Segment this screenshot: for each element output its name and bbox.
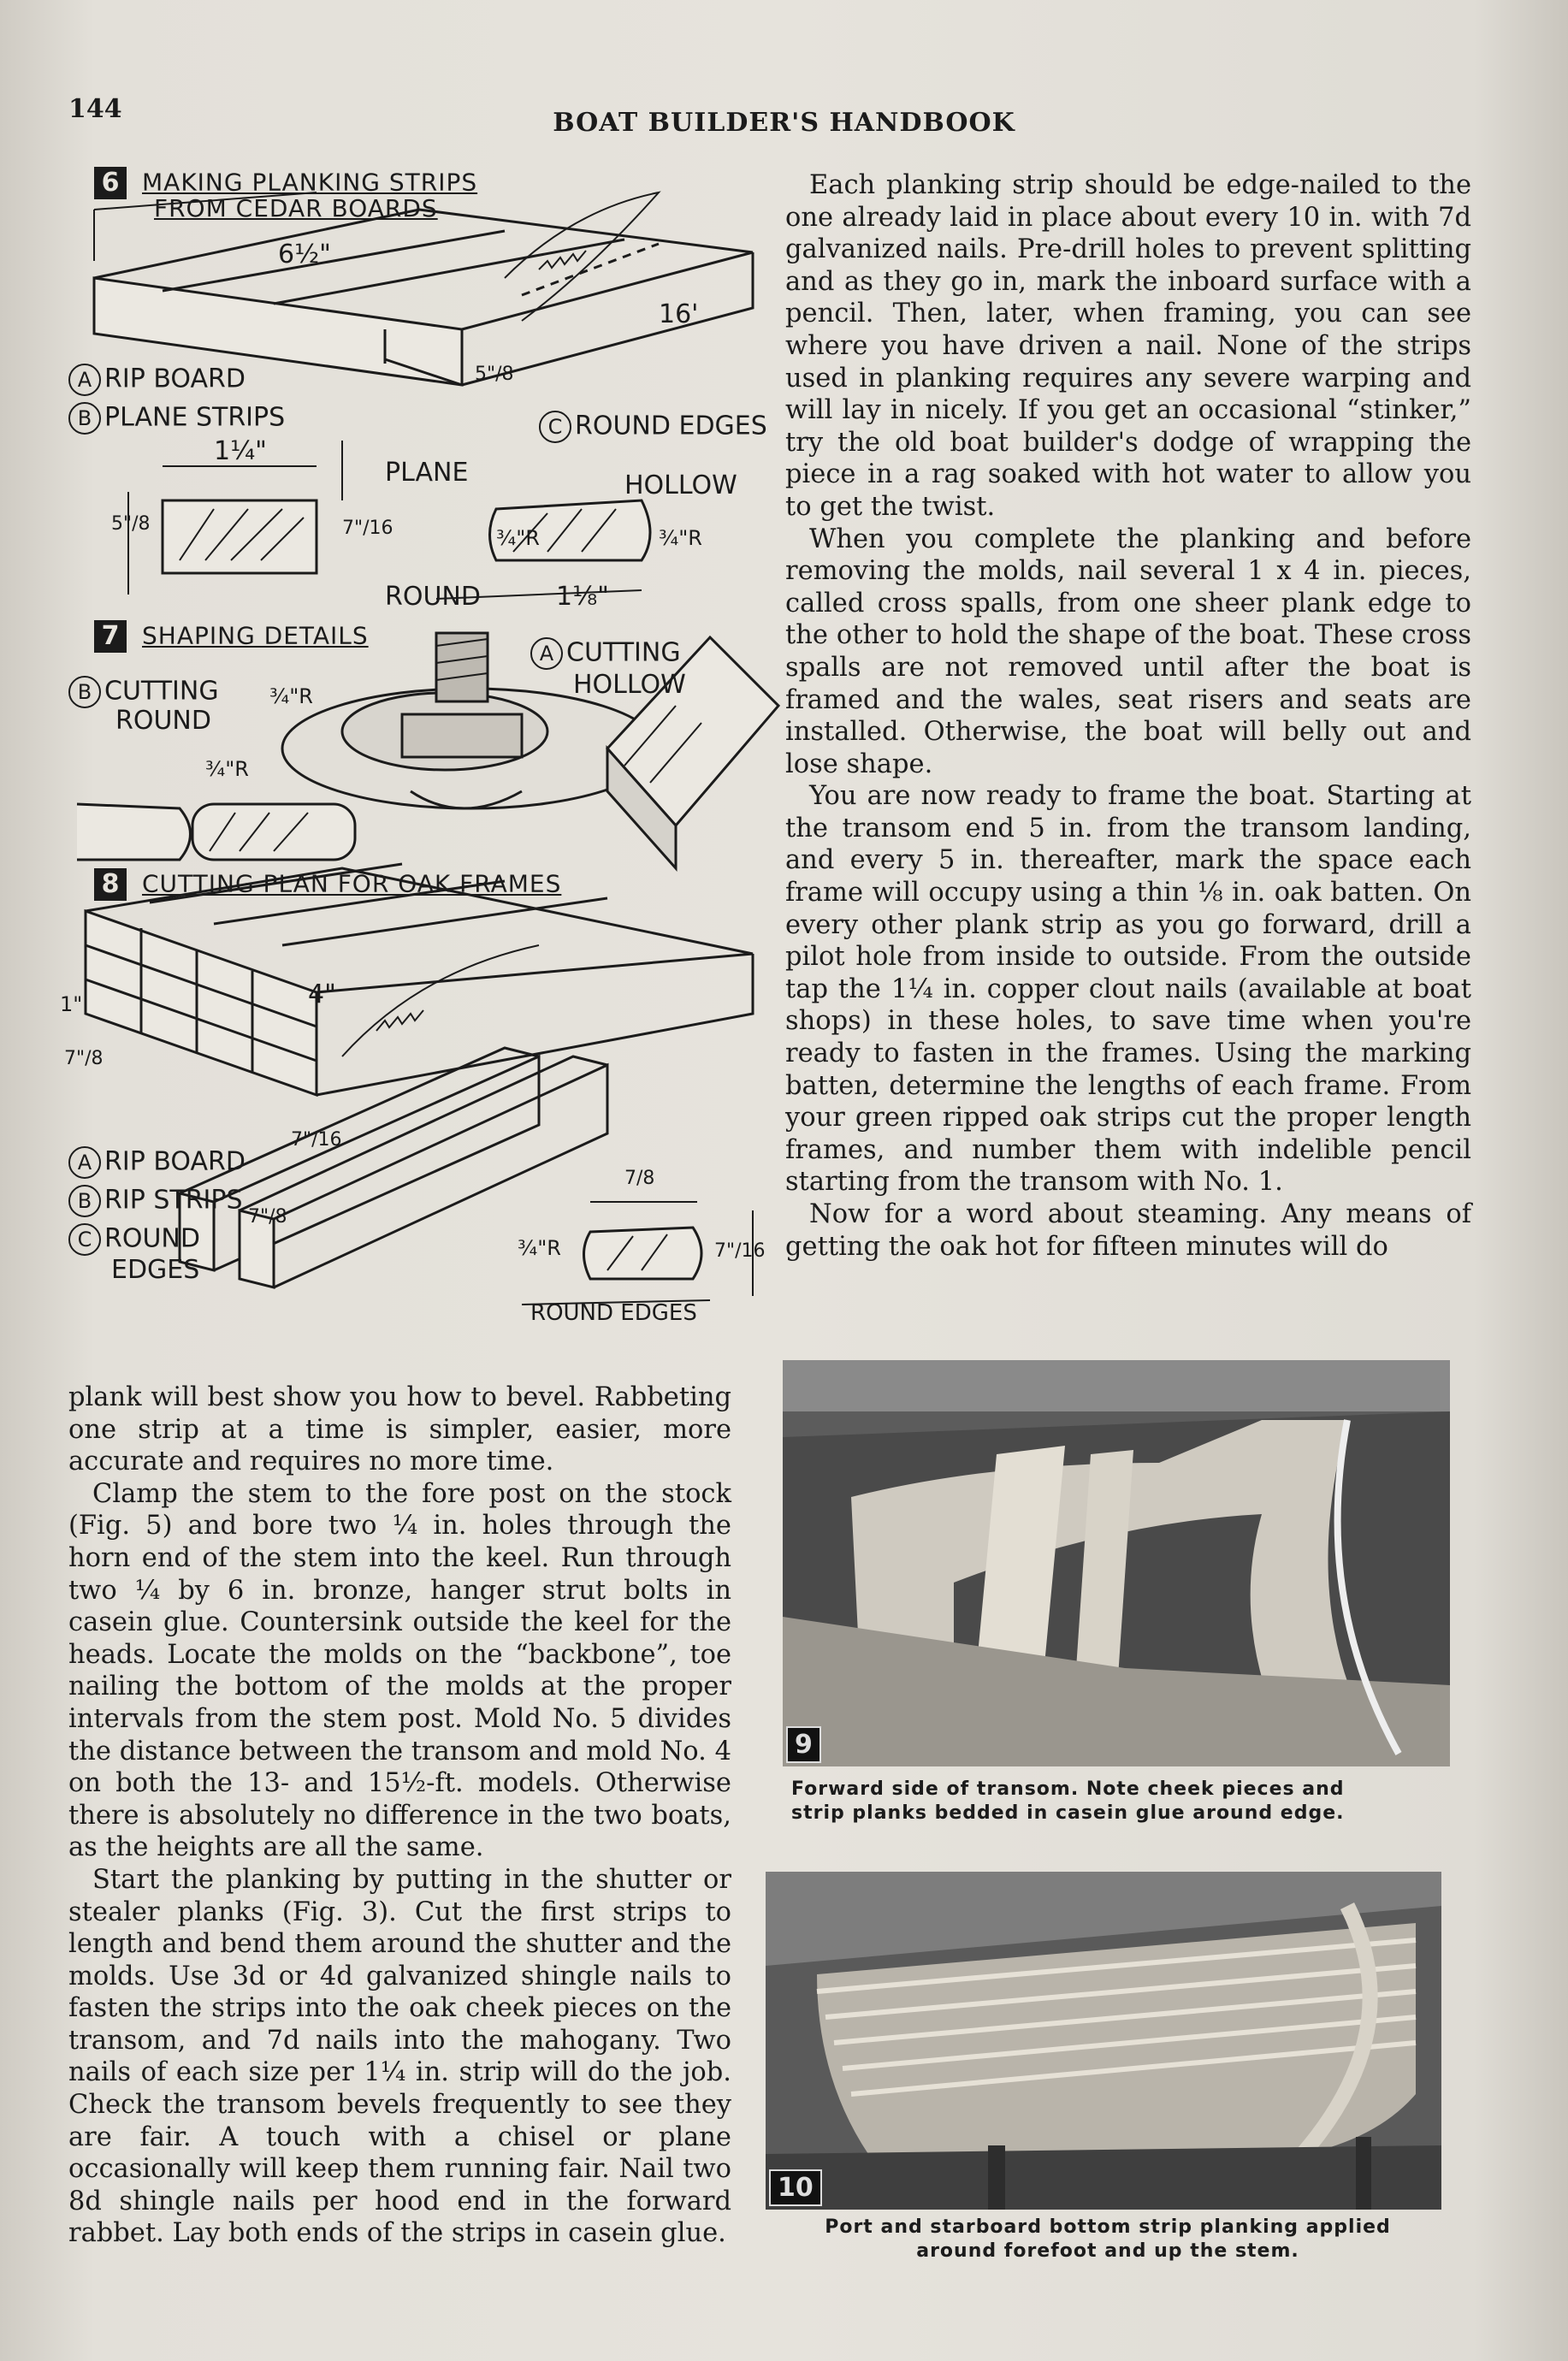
- fig7-label-a2: HOLLOW: [573, 670, 686, 700]
- fig8-dim-1: 1": [60, 992, 83, 1016]
- fig6-radius-b: ¾"R: [659, 526, 702, 550]
- photo-10: [766, 1872, 1441, 2210]
- fig6-step-a: A RIP BOARD: [68, 364, 246, 396]
- paragraph: Now for a word about steaming. Any means of getting the oak hot for fifteen minutes will do: [785, 1199, 1471, 1262]
- paragraph: You are now ready to frame the boat. Starting at the transom end 5 in. from the transom landing, and every 5 in. thereafter, mark the space each frame will occupy using a thin ⅛ in. oak batten. On every other plank strip as you go forward, drill a pilot hole from inside to outside. From the outside tap the 1¼ in. copper clout nails (available at boat shops) in these holes, to save time when you're ready to fasten in the frames. Using the marking batten, determine the lengths of each frame. From your green ripped oak strips cut the proper length frames, and number them with indelible pencil starting from the transom with No. 1.: [785, 781, 1471, 1198]
- fig8-dim-7-8b: 7"/8: [248, 1206, 287, 1228]
- fig6-number: 6: [94, 167, 127, 199]
- fig8-dim-7-8c: 7/8: [624, 1168, 655, 1189]
- fig6-title-line2: FROM CEDAR BOARDS: [154, 194, 438, 222]
- fig8-dim-7-16b: 7"/16: [714, 1240, 766, 1262]
- paragraph: Clamp the stem to the fore post on the stock (Fig. 5) and bore two ¼ in. holes through the horn end of the stem into the keel. Run through two ¼ by 6 in. bronze, hanger strut bolts in casein glue. Countersink outside the keel for the heads. Locate the molds on the “backbone”, toe nailing the bottom of the molds at the proper intervals from the stem post. Mold No. 5 divides the distance between the transom and mold No. 4 on both the 13- and 15½-ft. models. Otherwise there is absolutely no difference in the two boats, as the heights are all the same.: [68, 1478, 731, 1863]
- fig8-dim-7-16: 7"/16: [291, 1129, 342, 1151]
- fig6-dim-width: 6½": [278, 240, 331, 269]
- photo-10-caption: Port and starboard bottom strip planking applied around forefoot and up the stem.: [825, 2216, 1391, 2262]
- photo-10-image: [766, 1872, 1441, 2210]
- figures-drawing: [60, 158, 796, 1339]
- fig8-title: 8 CUTTING PLAN FOR OAK FRAMES: [94, 868, 561, 901]
- left-column-text: [68, 1382, 731, 2250]
- fig6-dim-length: 16': [659, 299, 699, 329]
- fig7-radius: ¾"R: [269, 684, 313, 708]
- fig6-dim-round-width: 1⅛": [556, 582, 609, 612]
- fig8-number: 8: [94, 868, 127, 901]
- photo-10-number: 10: [769, 2169, 822, 2206]
- paragraph: plank will best show you how to bevel. Rabbeting one strip at a time is simpler, easier, more accurate and requires no more time.: [68, 1382, 731, 1477]
- fig6-label-hollow: HOLLOW: [624, 470, 737, 500]
- photo-9-image: [783, 1360, 1450, 1766]
- fig6-dim-strip: 1¼": [214, 436, 267, 466]
- paragraph: Each planking strip should be edge-nailed to the one already laid in place about every 10 in. with 7d galvanized nails. Pre-drill holes to prevent splitting and as they go in, mark the inboard surface with a pencil. Then, later, when framing, you can see where you have driven a nail. None of the strips used in planking requires any severe warping and will lay in nicely. If you get an occasional “stinker,” try the old boat builder's dodge of wrapping the piece in a rag soaked with hot water to allow you to get the twist.: [785, 170, 1471, 522]
- running-head: BOAT BUILDER'S HANDBOOK: [553, 108, 1015, 138]
- fig7-label-b: B CUTTING: [68, 676, 219, 708]
- photo-9-caption: Forward side of transom. Note cheek pieces and strip planks bedded in casein glue around edge.: [791, 1778, 1345, 1824]
- fig6-step-b: B PLANE STRIPS: [68, 402, 285, 435]
- fig8-dim-4: 4": [308, 979, 336, 1009]
- fig7-label-a: A CUTTING: [530, 637, 681, 670]
- fig6-step-c: C ROUND EDGES: [539, 411, 767, 443]
- fig6-radius-a: ¾"R: [496, 526, 540, 550]
- fig8-label-round-edges: ROUND EDGES: [530, 1300, 697, 1326]
- fig6-label-round: ROUND: [385, 582, 481, 612]
- paragraph: When you complete the planking and before removing the molds, nail several 1 x 4 in. pieces, called cross spalls, from one sheer plank edge to the other to hold the shape of the boat. These cross spalls are not removed until after the boat is framed and the wales, seat risers and seats are installed. Otherwise, the boat will belly out and lose shape.: [785, 524, 1471, 779]
- fig8-step-c2: EDGES: [111, 1255, 200, 1285]
- photo-9: [783, 1360, 1450, 1766]
- fig8-step-a: A RIP BOARD: [68, 1146, 246, 1179]
- fig7-number: 7: [94, 620, 127, 653]
- fig6-title: 6 MAKING PLANKING STRIPS: [94, 167, 477, 199]
- page-number: 144: [68, 94, 122, 124]
- paragraph: Start the planking by putting in the shutter or stealer planks (Fig. 3). Cut the first strips to length and bend them around the shutter and the molds. Use 3d or 4d galvanized shingle nails to fasten the strips into the oak cheek pieces on the transom, and 7d nails into the mahogany. Two nails of each size per 1¼ in. strip will do the job. Check the transom bevels frequently to see they are fair. A touch with a chisel or plane occasionally will keep them running fair. Nail two 8d shingle nails per hood end in the forward rabbet. Lay both ends of the strips in casein glue.: [68, 1864, 731, 2249]
- fig8-radius: ¾"R: [518, 1236, 561, 1260]
- fig6-dim-thick: 5"/8: [475, 364, 514, 385]
- fig6-label-plane: PLANE: [385, 458, 469, 488]
- fig7-radius2: ¾"R: [205, 757, 249, 781]
- photo-9-number: 9: [786, 1726, 821, 1763]
- fig8-step-b: B RIP STRIPS: [68, 1185, 243, 1217]
- fig6-dim-7-16: 7"/16: [342, 518, 393, 539]
- right-column-text: [785, 169, 1471, 1263]
- fig6-dim-5-8: 5"/8: [111, 513, 151, 535]
- fig7-label-b2: ROUND: [115, 706, 211, 736]
- fig7-title: 7 SHAPING DETAILS: [94, 620, 369, 653]
- fig8-step-c1: C ROUND: [68, 1223, 200, 1256]
- fig8-dim-7-8: 7"/8: [64, 1048, 104, 1069]
